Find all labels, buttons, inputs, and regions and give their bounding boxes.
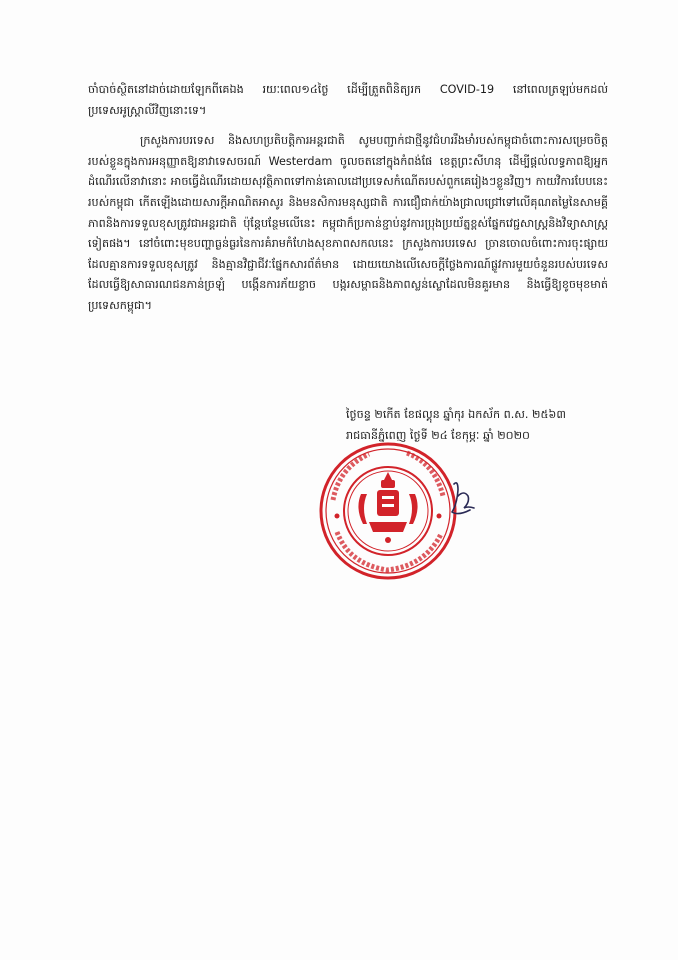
letter-body — [88, 80, 608, 317]
solar-date-place: រាជធានីភ្នំពេញ ថ្ងៃទី ២៤ ខែកុម្ភៈ ឆ្នាំ ២០២០ — [346, 428, 530, 442]
paragraph-continuation: ចាំបាច់ស្ថិតនៅដាច់ដោយឡែកពីគេឯង រយៈពេល១៤ថ្ងៃ ដើម្បីត្រួតពិនិត្យរក COVID-19 នៅពេលត្រឡប់មកដល់ប្រទេសអូស្ត្រាលីវិញនោះទេ។ — [88, 83, 608, 117]
paragraph-statement: ក្រសួងការបរទេស និងសហប្រតិបត្តិការអន្តរជាតិ សូមបញ្ជាក់ជាថ្មីនូវជំហររឹងមាំរបស់កម្ពុជាចំពោះការសម្រេចចិត្តរបស់ខ្លួនក្នុងការអនុញ្ញាតឱ្យនាវាទេសចរណ៍ Westerdam ចូលចតនៅក្នុងកំពង់ផែ ខេត្តព្រះសីហនុ ដើម្បីផ្តល់លទ្ធភាពឱ្យអ្នកដំណើរលើនាវានោះ អាចធ្វើដំណើរដោយសុវត្ថិភាពទៅកាន់គោលដៅប្រទេសកំណើតរបស់ពួកគេរៀងៗខ្លួនវិញ។ កាយវិការបែបនេះរបស់កម្ពុជា កើតឡើងដោយសារក្តីអាណិតអាសូរ និងមនសិការមនុស្សជាតិ ការជឿជាក់យ៉ាងជ្រាលជ្រៅទៅលើគុណតម្លៃនៃសាមគ្គីភាពនិងការទទួលខុសត្រូវជាអន្តរជាតិ ប៉ុន្តែបន្ថែមលើនេះ កម្ពុជាក៏ប្រកាន់ខ្ជាប់នូវការប្រុងប្រយ័ត្នខ្ពស់ផ្នែកវេជ្ជសាស្ត្រនិងវិទ្យាសាស្ត្រទៀតផង។ នៅចំពោះមុខបញ្ហាធ្ងន់ធ្ងរនៃការគំរាមកំហែងសុខភាពសកលនេះ ក្រសួងការបរទេស ច្រានចោលចំពោះការចុះផ្សាយដែលគ្មានការទទួលខុសត្រូវ និងគ្មានវិជ្ជាជីវៈផ្នែកសារព័ត៌មាន ដោយយោងលើសេចក្តីថ្លែងការណ៍ផ្លូវការមួយចំនួនរបស់បរទេស ដែលធ្វើឱ្យសាធារណជនភាន់ច្រឡំ បង្កើនការភ័យខ្លាច បង្ករសម្ពាធនិងភាពស្លន់ស្លោដែលមិនគួរមាន និងធ្វើឱ្យខូចមុខមាត់ប្រទេសកម្ពុជា។ — [88, 134, 608, 312]
handwritten-signature — [444, 478, 478, 522]
lunar-date: ថ្ងៃចន្ទ ២កើត ខែផល្គុន ឆ្នាំកុរ ឯកស័ក ព.ស. ២៥៦៣ — [346, 408, 566, 421]
ministry-seal-stamp — [317, 440, 459, 582]
